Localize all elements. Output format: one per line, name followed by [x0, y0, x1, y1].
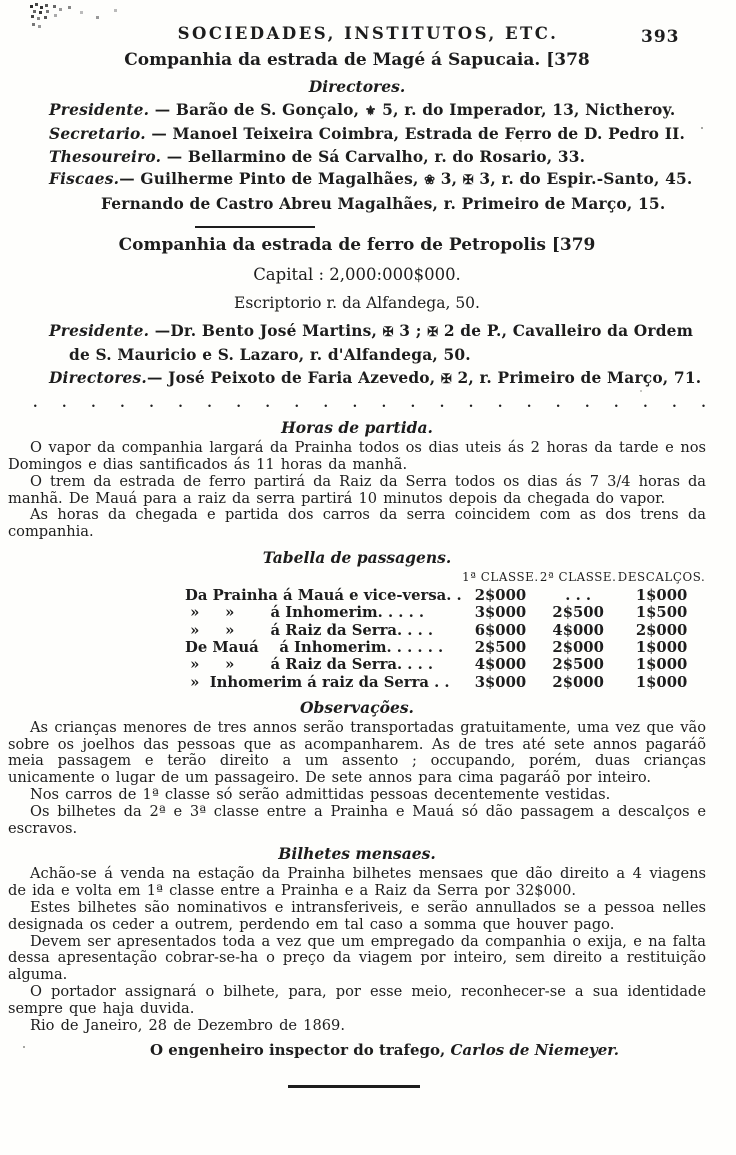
- cross-order-icon: ✠: [427, 325, 439, 341]
- paragraph: As horas da chegada e partida dos carros da serra coincidem com as dos trens da companhia.: [8, 506, 706, 541]
- officer-text: 3 ;: [393, 322, 428, 341]
- cross-order-icon: ✠: [462, 173, 474, 189]
- paragraph: Os bilhetes da 2ª e 3ª classe entre a Prainha e Mauá só dão passagem a descalços e escravos.: [8, 802, 706, 837]
- imperial-order-icon: ⚜: [364, 104, 377, 119]
- horas-de-partida-heading: Horas de partida.: [281, 418, 433, 438]
- fare-route: » » á Inhomerim. . . . .: [185, 604, 425, 622]
- officers-list-petropolis: [49, 320, 706, 391]
- table-row: [185, 587, 706, 604]
- officer-role: Secretario.: [49, 125, 146, 144]
- fare-price: 3$000: [474, 604, 527, 622]
- officer-role: Thesoureiro.: [49, 147, 162, 166]
- tabella-de-passagens-heading: Tabella de passagens.: [262, 548, 452, 568]
- fare-price: 4$000: [474, 656, 527, 674]
- fares-header-descalcos: DESCALÇOS.: [617, 570, 706, 585]
- cross-order-icon: ✠: [440, 371, 452, 387]
- observacoes-paragraphs: [8, 720, 706, 838]
- fare-route: » » á Raiz da Serra. . . .: [185, 621, 434, 639]
- paragraph: O vapor da companhia largará da Prainha todos os dias uteis ás 2 horas da tarde e nos Domingos e dias santificados ás 11 horas da manhã.: [8, 439, 706, 474]
- officer-text: 3, r. do Espir.-Santo, 45.: [473, 170, 693, 189]
- scan-smudge: [30, 5, 33, 8]
- officers-list-mage: [49, 99, 706, 215]
- officer-line-fiscaes: [49, 168, 706, 192]
- officer-role: Directores.: [49, 368, 147, 387]
- section-divider: [195, 226, 315, 228]
- capital-line: Capital : 2,000:000$000.: [253, 265, 461, 285]
- fare-price: 3$000: [474, 673, 527, 691]
- officer-text: — Barão de S. Gonçalo,: [149, 101, 365, 119]
- fare-route: » » á Raiz da Serra. . . .: [185, 656, 434, 674]
- officer-line-presidente: [49, 99, 706, 123]
- fare-price: 2$000: [635, 621, 688, 639]
- section-title-mage-sapucaia: Companhia da estrada de Magé á Sapucaia. [378: [124, 50, 590, 70]
- paragraph: Nos carros de 1ª classe só serão admittidas pessoas decentemente vestidas.: [30, 786, 611, 803]
- officer-text: — José Peixoto de Faria Azevedo,: [146, 368, 441, 387]
- ellipsis-row: . . . . . . . . . . . . . . . . . . . . . . . .: [33, 396, 706, 412]
- page-number: 393: [641, 27, 680, 47]
- officer-role: Fiscaes.: [49, 170, 120, 189]
- officer-text: —Dr. Bento José Martins,: [149, 322, 383, 341]
- signature-title: O engenheiro inspector do trafego,: [150, 1041, 451, 1060]
- fare-route: » Inhomerim á raiz da Serra . .: [185, 673, 450, 691]
- fare-price: 1$000: [635, 673, 688, 691]
- fare-price: 2$000: [552, 638, 604, 656]
- observacoes-heading: Observações.: [300, 697, 414, 717]
- dateline: Rio de Janeiro, 28 de Dezembro de 1869.: [30, 1016, 345, 1034]
- fare-price: 2$500: [474, 638, 527, 656]
- officer-line-secretario: [49, 123, 706, 145]
- paragraph: Devem ser apresentados toda a vez que um empregado da companhia o exija, e na falta dessa apresentação cobrar-se-ha o preço da viagem por inteiro, sem direito a restituição alguma.: [8, 932, 706, 984]
- directores-heading: Directores.: [308, 77, 406, 96]
- table-row: [185, 604, 706, 621]
- officer-line-directores: [49, 367, 706, 391]
- signature-name: Carlos de Niemeyer.: [450, 1041, 619, 1060]
- officer-text: 3,: [435, 170, 463, 189]
- fare-price: 2$000: [552, 673, 604, 691]
- officer-text: — Guilherme Pinto de Magalhães,: [119, 170, 425, 189]
- fare-price: 1$000: [635, 638, 688, 656]
- end-divider: [288, 1085, 420, 1088]
- fare-price: 1$000: [635, 656, 688, 674]
- fares-table: [185, 570, 706, 691]
- officer-role: Presidente.: [49, 322, 150, 341]
- paragraph: As crianças menores de tres annos serão transportadas gratuitamente, uma vez que vão sobre os joelhos das pessoas que as acompanharem. As de tres até sete annos pagaráõ meia passagem e terão direito a um assento ; occupando, porém, duas crianças unicamente o lugar de um passageiro. De sete annos para cima pagaráõ por inteiro.: [8, 718, 706, 787]
- office-address-line: Escriptorio r. da Alfandega, 50.: [234, 294, 480, 313]
- fare-route: Da Prainha á Mauá e vice-versa. .: [185, 587, 462, 605]
- fare-price: 2$500: [552, 656, 604, 674]
- paragraph: Estes bilhetes são nominativos e intransferiveis, e serão annullados se a pessoa nelles designada os ceder a outrem, perdendo em tal caso a somma que houver pago.: [8, 898, 706, 933]
- bilhetes-mensaes-heading: Bilhetes mensaes.: [278, 844, 436, 864]
- officer-text: 5, r. do Imperador, 13, Nictheroy.: [376, 101, 676, 119]
- rose-order-icon: ❀: [424, 173, 436, 189]
- officer-line-thesoureiro: [49, 146, 706, 168]
- paragraph: Achão-se á venda na estação da Prainha bilhetes mensaes que dão direito a 4 viagens de ida e volta em 1ª classe entre a Prainha e a Raiz da Serra por 32$000.: [8, 865, 706, 900]
- officer-line-presidente: [49, 320, 706, 367]
- officer-text: — Bellarmino de Sá Carvalho, r. do Rosario, 33.: [161, 147, 586, 166]
- fare-price: 2$000: [474, 587, 527, 605]
- paragraph: O portador assignará o bilhete, para, por esse meio, reconhecer-se a sua identidade sempre que haja duvida.: [8, 982, 706, 1017]
- section-title-petropolis: Companhia da estrada de ferro de Petropolis [379: [118, 235, 596, 256]
- horas-paragraphs: [8, 440, 706, 541]
- fare-route: De Mauá á Inhomerim. . . . . .: [185, 638, 444, 656]
- fare-price: 2$500: [552, 604, 604, 622]
- table-row: [185, 674, 706, 691]
- officer-role: Presidente.: [49, 101, 150, 119]
- officer-text: 2 de P., Cavalleiro da Ordem de S. Mauricio e S. Lazaro, r. d'Alfandega, 50.: [69, 322, 694, 365]
- table-row: [185, 656, 706, 673]
- officer-line-fiscaes-continuation: [49, 193, 706, 215]
- fares-header-2nd-class: 2ª CLASSE.: [539, 570, 617, 585]
- running-header: SOCIEDADES, INSTITUTOS, ETC.: [177, 24, 559, 43]
- fare-price: 4$000: [552, 621, 604, 639]
- officer-text: 2, r. Primeiro de Março, 71.: [451, 368, 702, 387]
- fare-price: 1$500: [635, 604, 688, 622]
- paragraph: O trem da estrada de ferro partirá da Raiz da Serra todos os dias ás 7 3/4 horas da manhã. De Mauá para a raiz da serra partirá 10 minutos depois da chegada do vapor.: [8, 472, 706, 507]
- table-row: [185, 622, 706, 639]
- table-row: [185, 639, 706, 656]
- bilhetes-paragraphs: [8, 866, 706, 1034]
- fares-header-row: [185, 570, 706, 587]
- cross-order-icon: ✠: [382, 325, 394, 341]
- fares-header-1st-class: 1ª CLASSE.: [462, 570, 539, 585]
- fare-price: . . .: [565, 587, 592, 605]
- signature-line: [8, 1041, 706, 1059]
- fare-price: 6$000: [474, 621, 527, 639]
- page-content: [8, 24, 706, 1088]
- officer-text: — Manoel Teixeira Coimbra, Estrada de Ferro de D. Pedro II.: [145, 125, 686, 144]
- fares-header-empty: [185, 570, 462, 587]
- fare-price: 1$000: [635, 587, 688, 605]
- officer-text: Fernando de Castro Abreu Magalhães, r. Primeiro de Março, 15.: [101, 194, 666, 213]
